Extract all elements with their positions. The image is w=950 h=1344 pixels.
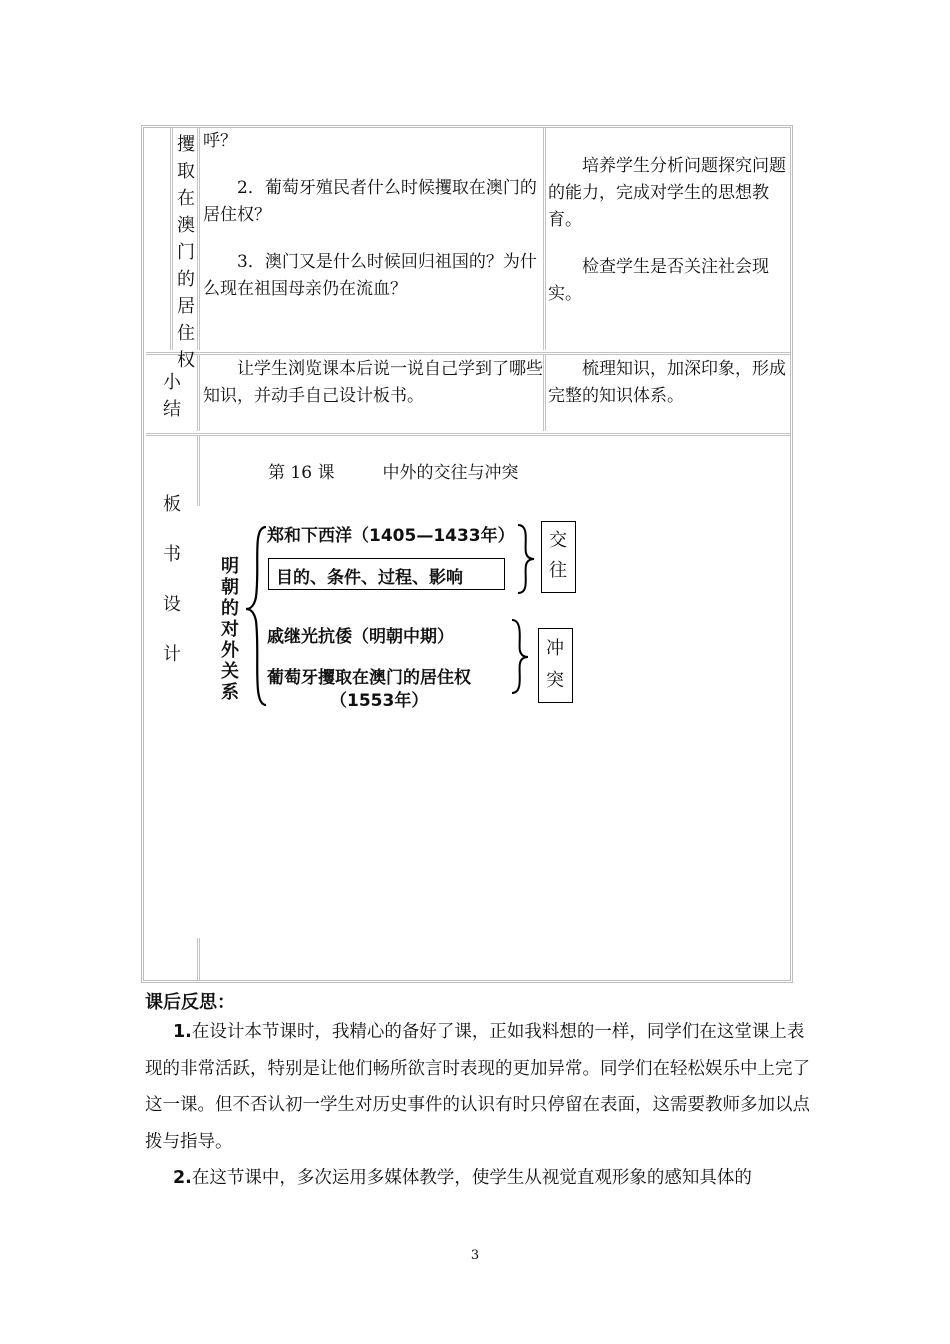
row1-intent: 培养学生分析问题探究问题的能力，完成对学生的思想教育。 检查学生是否关注社会现实。 (548, 156, 786, 304)
reflection-paragraph-1: 1.在设计本节课时，我精心的备好了课，正如我料想的一样，同学们在这堂课上表现的非常活跃，特别是让他们畅所欲言时表现的更加异常。同学们在轻松娱乐中上完了这一课。但不否认初一学生对历史事件的认识有时只停留在表面，这需要教师多加以点拨与指导。 (145, 1022, 810, 1152)
page-number: 3 (470, 1248, 480, 1263)
tag-conflict: 冲 突 (546, 638, 564, 691)
diagram-item-year: （1553年） (330, 691, 429, 711)
row-divider (146, 433, 790, 436)
column-divider (197, 436, 200, 506)
row2-content: 让学生浏览课本后说一说自己学到了哪些知识，并动手自己设计板书。 (203, 359, 543, 406)
row1-content: 呼？ 2．葡萄牙殖民者什么时候攫取在澳门的居住权？ 3．澳门又是什么时候回归祖国的？为什么现在祖国母亲仍在流血？ (203, 131, 537, 299)
diagram-item-subtopics: 目的、条件、过程、影响 (276, 568, 463, 588)
column-divider (197, 938, 200, 980)
reflection-heading: 课后反思： (145, 992, 235, 1013)
row2-intent: 梳理知识，加深印象，形成完整的知识体系。 (548, 359, 786, 406)
tag-exchange: 交 往 (549, 530, 567, 581)
diagram-item-zhenghe: 郑和下西洋（1405—1433年） (267, 526, 515, 546)
column-divider (170, 128, 173, 350)
row-divider (146, 352, 790, 355)
column-divider (543, 355, 546, 431)
column-divider (543, 128, 546, 350)
row2-label: 小 结 (163, 372, 181, 420)
board-title: 第 16 课 中外的交往与冲突 (268, 463, 519, 483)
diagram-item-qijiguang: 戚继光抗倭（明朝中期） (267, 627, 454, 647)
reflection-paragraph-2: 2.在这节课中，多次运用多媒体教学，使学生从视觉直观形象的感知具体的 (173, 1168, 752, 1188)
diagram-item-macau: 葡萄牙攫取在澳门的居住权 (267, 668, 471, 688)
diagram-root-label: 明 朝 的 对 外 关 系 (221, 556, 239, 703)
row3-label: 板 书 设 计 (163, 494, 181, 665)
row1-label: 攫 取 在 澳 门 的 居 住 权 (177, 134, 195, 371)
